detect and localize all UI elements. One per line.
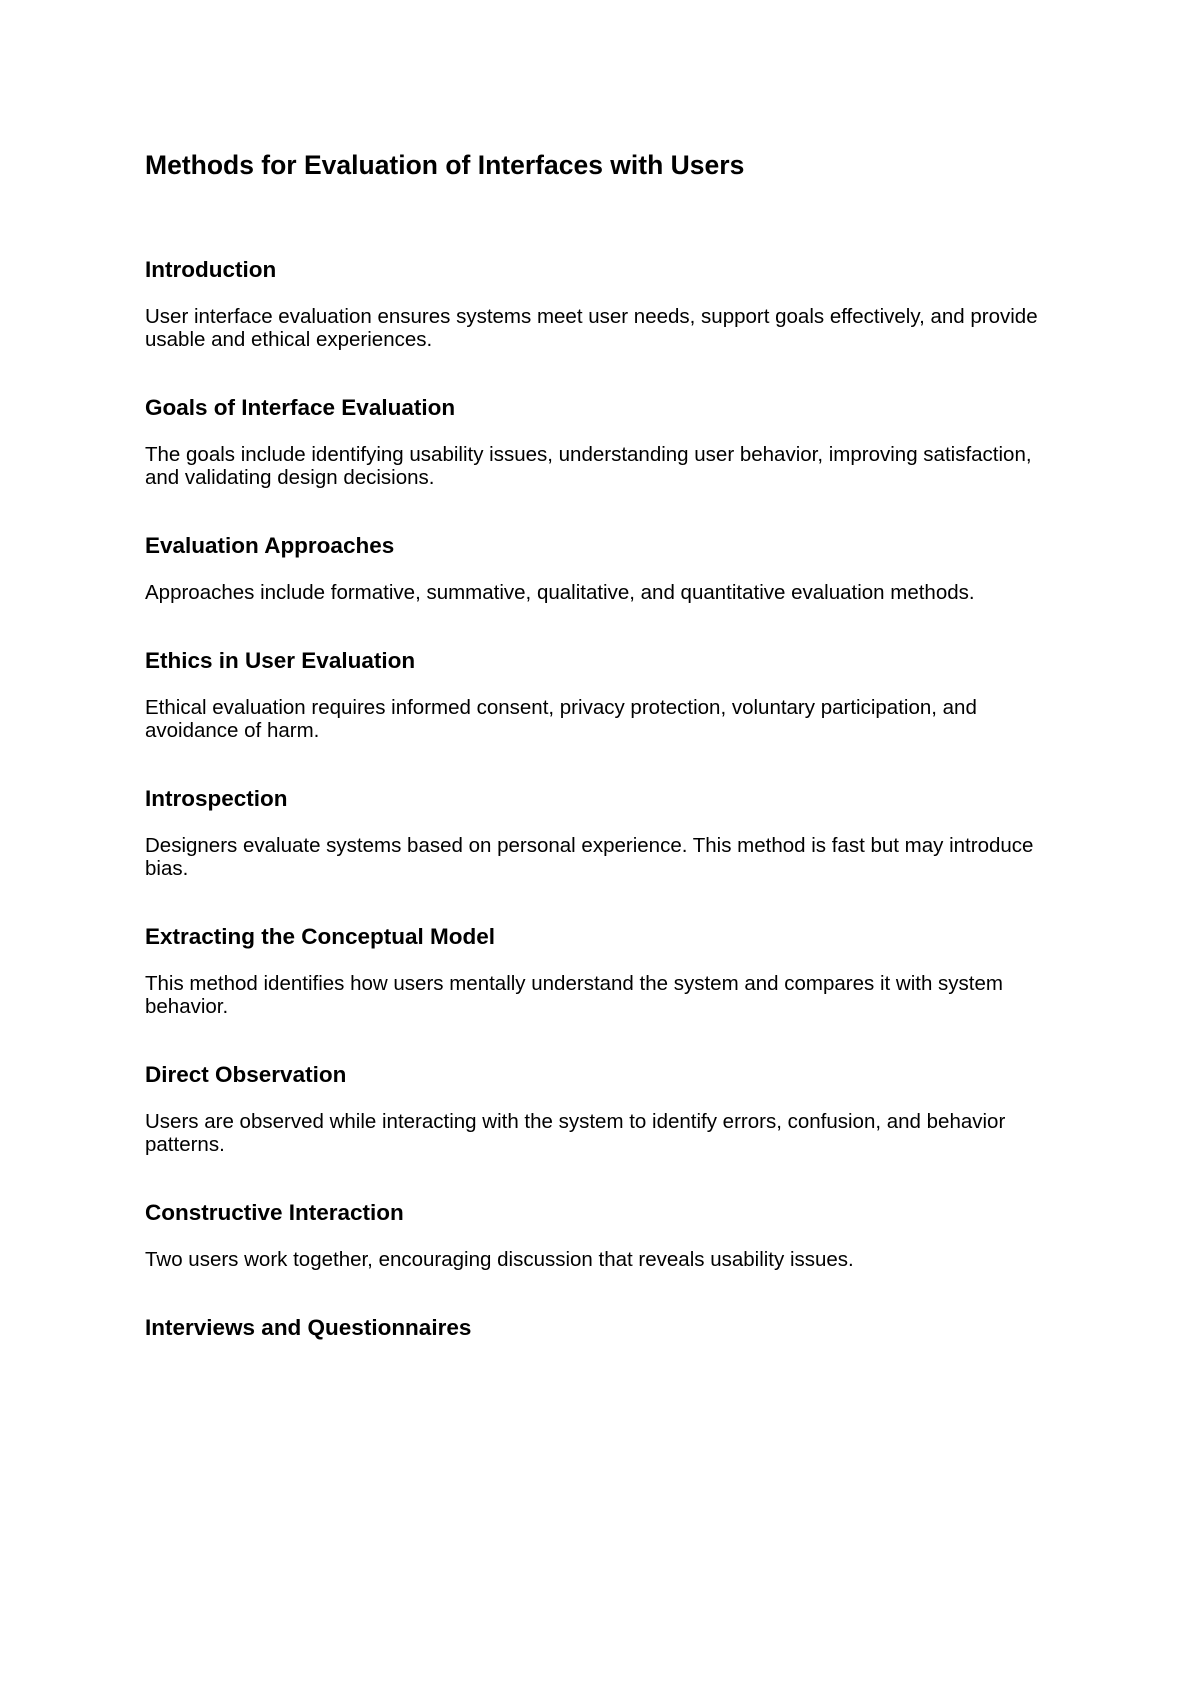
section-heading: Goals of Interface Evaluation [145, 395, 456, 420]
section [145, 785, 1045, 880]
section-heading: Evaluation Approaches [145, 533, 395, 558]
section-body: This method identifies how users mentally understand the system and compares it with system behavior. [145, 971, 1003, 1018]
section [145, 1199, 1045, 1271]
section-heading: Introspection [145, 786, 288, 811]
section [145, 647, 1045, 742]
section-heading: Direct Observation [145, 1062, 347, 1087]
section-heading: Interviews and Questionnaires [145, 1315, 472, 1340]
section-body: User interface evaluation ensures systems meet user needs, support goals effectively, and provide usable and ethical experiences. [145, 304, 1038, 351]
section-body: Designers evaluate systems based on personal experience. This method is fast but may introduce bias. [145, 833, 1034, 880]
section [145, 394, 1045, 489]
section [145, 1314, 1045, 1342]
section-body: Users are observed while interacting with the system to identify errors, confusion, and behavior patterns. [145, 1109, 1006, 1156]
section-body: The goals include identifying usability issues, understanding user behavior, improving satisfaction, and validating design decisions. [145, 442, 1032, 489]
document-page [145, 147, 1045, 1363]
section [145, 923, 1045, 1018]
section-heading: Constructive Interaction [145, 1200, 404, 1225]
section-body: Approaches include formative, summative, qualitative, and quantitative evaluation methods. [145, 580, 975, 604]
document-title: Methods for Evaluation of Interfaces with Users [145, 150, 745, 180]
section-heading: Introduction [145, 257, 277, 282]
section-heading: Ethics in User Evaluation [145, 648, 416, 673]
section [145, 532, 1045, 604]
section [145, 256, 1045, 351]
section-body: Ethical evaluation requires informed consent, privacy protection, voluntary participation, and avoidance of harm. [145, 695, 977, 742]
section [145, 1061, 1045, 1156]
section-body: Two users work together, encouraging discussion that reveals usability issues. [145, 1247, 854, 1271]
sections [145, 256, 1045, 1342]
section-heading: Extracting the Conceptual Model [145, 924, 496, 949]
